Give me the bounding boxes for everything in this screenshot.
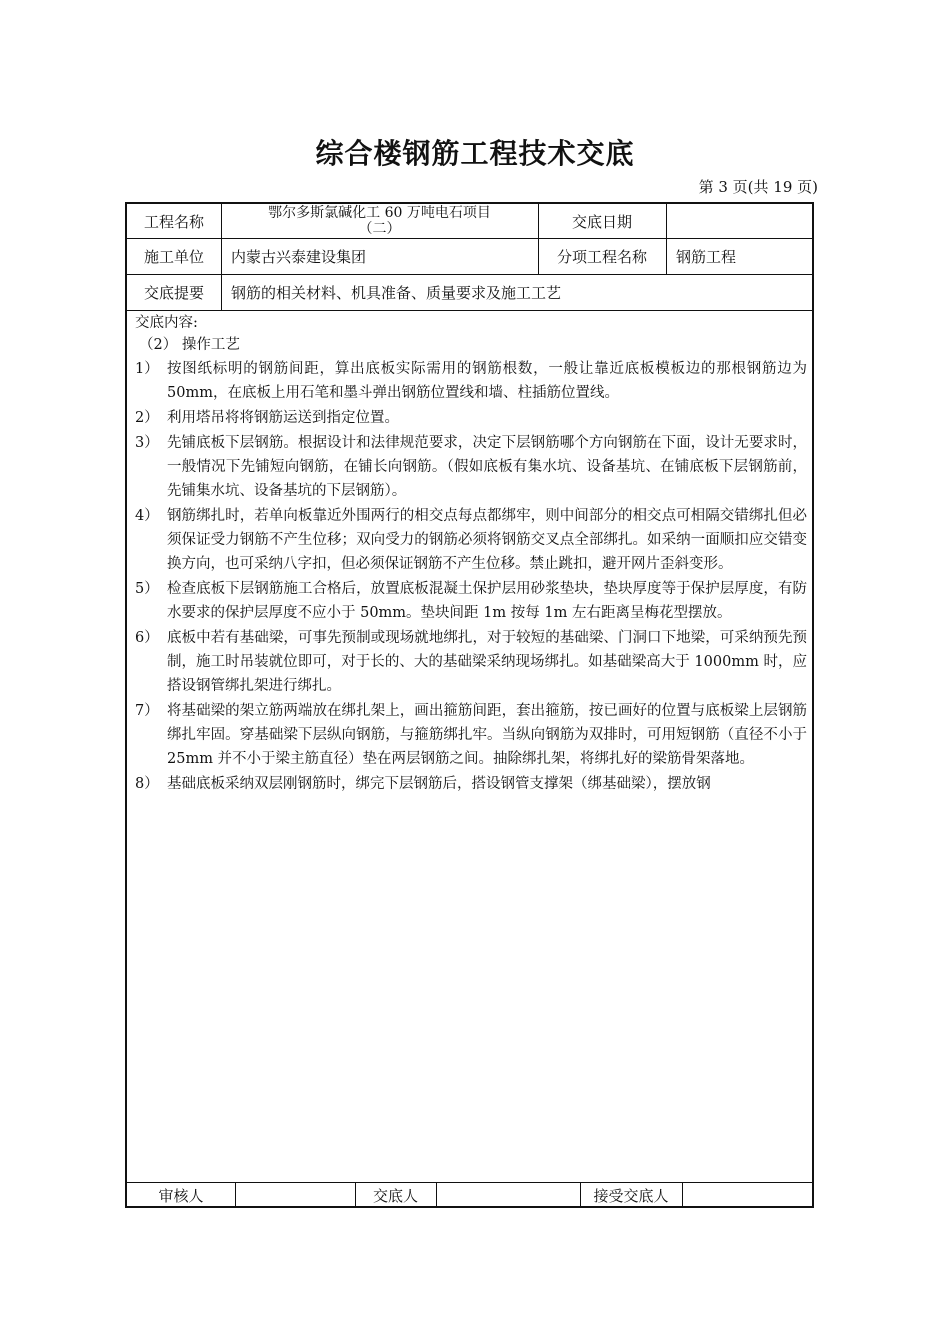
item-text: 利用塔吊将将钢筋运送到指定位置。 bbox=[167, 410, 399, 426]
section-heading: （2） 操作工艺 bbox=[139, 337, 240, 353]
sub-project-label: 分项工程名称 bbox=[556, 247, 647, 266]
row-divider bbox=[127, 310, 812, 311]
disclosure-form bbox=[125, 202, 814, 1208]
date-label: 交底日期 bbox=[571, 212, 632, 231]
reviewer-value bbox=[235, 1182, 355, 1208]
construction-unit-label: 施工单位 bbox=[143, 247, 204, 266]
page-number: 第 3 页(共 19 页) bbox=[698, 178, 818, 196]
item-number: 4） bbox=[135, 508, 159, 524]
list-item bbox=[135, 357, 807, 405]
list-item bbox=[135, 626, 807, 698]
sub-project-value: 钢筋工程 bbox=[676, 247, 737, 266]
summary-value: 钢筋的相关材料、机具准备、质量要求及施工工艺 bbox=[231, 283, 562, 302]
item-text: 钢筋绑扎时，若单向板靠近外围两行的相交点每点都绑牢，则中间部分的相交点可相隔交错绑扎但必须保证受力钢筋不产生位移；双向受力的钢筋必须将钢筋交叉点全部绑扎。如采纳一面顺扣应交错变换方向，也可采纳八字扣，但必须保证钢筋不产生位移。禁止跳扣，避开网片歪斜变形。 bbox=[167, 508, 807, 572]
list-item bbox=[135, 406, 807, 430]
reviewer-label: 审核人 bbox=[158, 1186, 204, 1205]
project-name-line1: 鄂尔多斯氯碱化工 60 万吨电石项目 bbox=[268, 205, 491, 221]
project-name-value bbox=[221, 204, 538, 238]
project-name-label: 工程名称 bbox=[143, 212, 204, 231]
item-text: 先铺底板下层钢筋。根据设计和法律规范要求，决定下层钢筋哪个方向钢筋在下面，设计无要求时，一般情况下先铺短向钢筋，在铺长向钢筋。（假如底板有集水坑、设备基坑、在铺底板下层钢筋前，先铺集水坑、设备基坑的下层钢筋）。 bbox=[167, 435, 807, 499]
document-title: 综合楼钢筋工程技术交底 bbox=[315, 137, 635, 170]
item-text: 基础底板采纳双层刚钢筋时，绑完下层钢筋后，搭设钢管支撑架（绑基础梁），摆放钢 bbox=[167, 776, 711, 792]
date-value bbox=[666, 204, 812, 238]
list-item bbox=[135, 772, 807, 796]
item-text: 将基础梁的架立筋两端放在绑扎架上，画出箍筋间距，套出箍筋，按已画好的位置与底板梁上层钢筋绑扎牢固。穿基础梁下层纵向钢筋，与箍筋绑扎牢。当纵向钢筋为双排时，可用短钢筋（直径不小于 25mm 并不小于梁主筋直径）垫在两层钢筋之间。抽除绑扎架，将绑扎好的梁筋骨架落地。 bbox=[167, 703, 807, 767]
presenter-label: 交底人 bbox=[372, 1186, 418, 1205]
item-text: 检查底板下层钢筋施工合格后，放置底板混凝土保护层用砂浆垫块，垫块厚度等于保护层厚度，有防水要求的保护层厚度不应小于 50mm。垫块间距 1m 按每 1m 左右距离呈梅花型摆放。 bbox=[167, 581, 807, 621]
item-number: 7） bbox=[135, 703, 159, 719]
item-number: 1） bbox=[135, 361, 159, 377]
receiver-label: 接受交底人 bbox=[593, 1186, 669, 1205]
item-text: 底板中若有基础梁，可事先预制或现场就地绑扎，对于较短的基础梁、门洞口下地梁，可采纳预先预制，施工时吊装就位即可，对于长的、大的基础梁采纳现场绑扎。如基础梁高大于 1000mm 时，应搭设钢管绑扎架进行绑扎。 bbox=[167, 630, 807, 694]
item-number: 8） bbox=[135, 776, 159, 792]
item-text: 按图纸标明的钢筋间距，算出底板实际需用的钢筋根数，一般让靠近底板模板边的那根钢筋边为 50mm，在底板上用石笔和墨斗弹出钢筋位置线和墙、柱插筋位置线。 bbox=[167, 361, 807, 401]
item-number: 6） bbox=[135, 630, 159, 646]
list-item bbox=[135, 431, 807, 503]
list-item bbox=[135, 699, 807, 771]
receiver-value bbox=[682, 1182, 812, 1208]
presenter-value bbox=[436, 1182, 580, 1208]
project-name-line2: （二） bbox=[358, 221, 401, 237]
summary-label: 交底提要 bbox=[143, 283, 204, 302]
list-item bbox=[135, 577, 807, 625]
disclosure-content bbox=[135, 312, 807, 796]
construction-unit-value: 内蒙古兴泰建设集团 bbox=[231, 247, 367, 266]
item-number: 2） bbox=[135, 410, 159, 426]
list-item bbox=[135, 504, 807, 576]
item-number: 3） bbox=[135, 435, 159, 451]
item-number: 5） bbox=[135, 581, 159, 597]
content-label: 交底内容: bbox=[135, 315, 198, 331]
